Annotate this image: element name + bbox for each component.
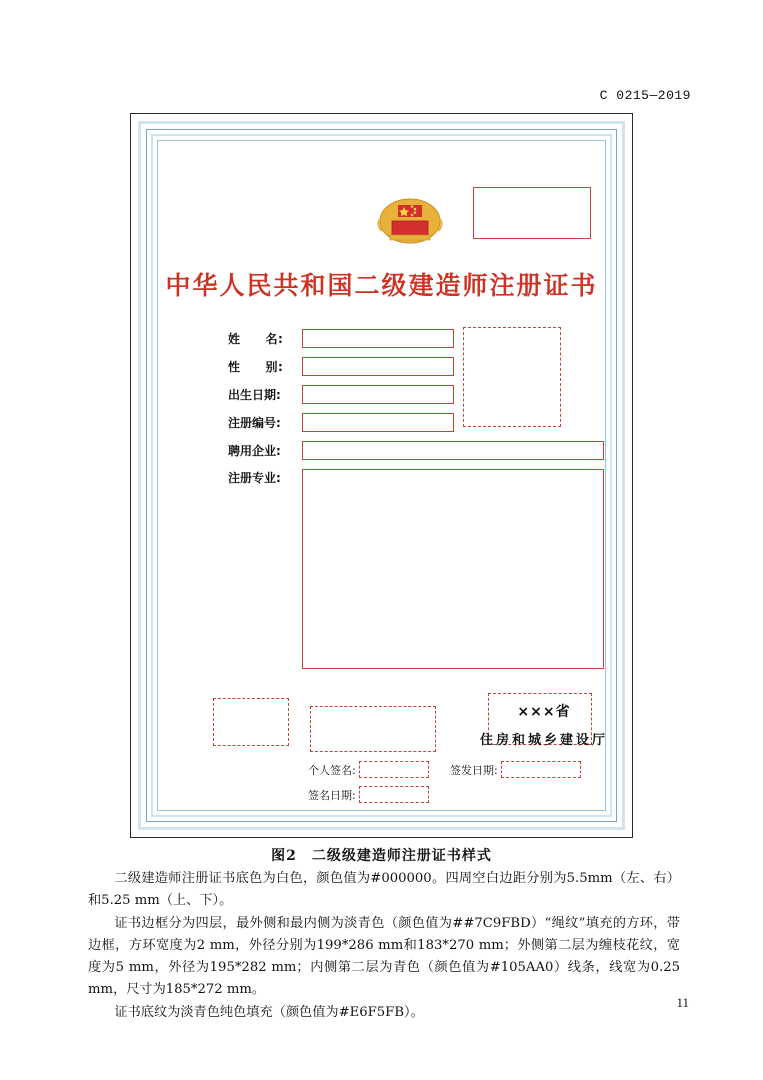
issue-date-row: [450, 761, 581, 778]
field-label-registration-number: 注册编号:: [228, 416, 281, 430]
field-label-name: 姓 名:: [228, 332, 284, 346]
field-label-employer: 聘用企业:: [228, 444, 281, 458]
province-name: ×××省: [517, 704, 571, 720]
page-number: 11: [676, 995, 689, 1010]
issue-date-box: [501, 761, 581, 778]
certificate-photo-box: [473, 187, 591, 239]
document-code: C 0215—2019: [599, 88, 691, 103]
certificate-sample: [130, 113, 633, 838]
field-box-name: [302, 329, 454, 348]
field-row-name: [228, 329, 608, 348]
field-row-employer: [228, 441, 608, 460]
certificate-frame-layer-3: [151, 134, 612, 817]
department-name: 住房和城乡建设厅: [479, 733, 608, 748]
certificate-inner-area: [157, 140, 606, 811]
national-emblem-icon: [370, 191, 450, 247]
signature-date-label: 签名日期:: [308, 788, 356, 802]
field-row-specialty: [228, 469, 608, 669]
body-text: [88, 868, 680, 1025]
personal-signature-row: [308, 761, 429, 778]
certificate-frame-layer-1: [138, 121, 625, 830]
field-box-registration-number: [302, 413, 454, 432]
field-label-gender: 性 别:: [228, 360, 284, 374]
paragraph-1: 二级建造师注册证书底色为白色，颜色值为#000000。四周空白边距分别为5.5mm（左、右）和5.25 mm（上、下）。: [88, 871, 680, 908]
issue-date-label: 签发日期:: [450, 763, 498, 777]
field-label-birthdate: 出生日期:: [228, 388, 281, 402]
field-row-registration-number: [228, 413, 608, 432]
field-box-birthdate: [302, 385, 454, 404]
field-row-birthdate: [228, 385, 608, 404]
certificate-frame-layer-2: [146, 129, 617, 822]
personal-signature-label: 个人签名:: [308, 763, 356, 777]
field-box-employer: [302, 441, 604, 460]
field-box-specialty: [302, 469, 604, 669]
figure-caption: 图2 二级级建造师注册证书样式: [271, 848, 492, 864]
bottom-middle-placeholder-box: [310, 706, 436, 752]
bottom-left-placeholder-box: [213, 698, 289, 746]
field-row-gender: [228, 357, 608, 376]
paragraph-2: 证书边框分为四层，最外侧和最内侧为淡青色（颜色值为##7C9FBD）“绳纹”填充的方环，带边框，方环宽度为2 mm，外径分别为199*286 mm和183*270 mm；外侧第二层为缠枝花纹，宽度为5 mm，外径为195*282 mm；内侧第二层为青色（颜色值为#105AA0）线条，线宽为0.25 mm，尺寸为185*272 mm。: [88, 916, 680, 997]
certificate-fields: [228, 329, 608, 678]
personal-signature-box: [359, 761, 429, 778]
certificate-title: 中华人民共和国二级建造师注册证书: [165, 271, 598, 300]
field-box-gender: [302, 357, 454, 376]
field-label-specialty: 注册专业:: [228, 471, 281, 485]
signature-date-box: [359, 786, 429, 803]
signature-date-row: [308, 786, 429, 803]
paragraph-3: 证书底纹为淡青色纯色填充（颜色值为#E6F5FB）。: [114, 1005, 424, 1020]
